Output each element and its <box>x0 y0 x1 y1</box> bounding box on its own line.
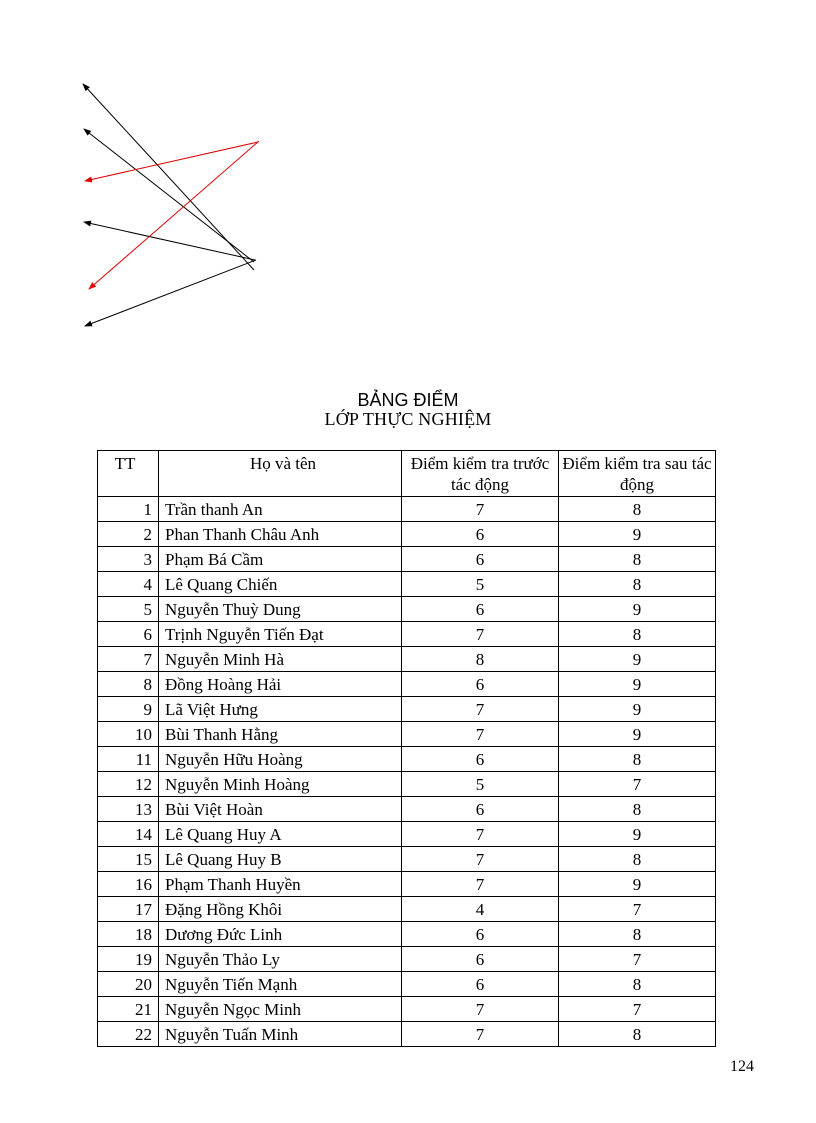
cell-pre-score: 7 <box>402 497 559 522</box>
table-row <box>98 572 716 597</box>
cell-pre-score: 7 <box>402 872 559 897</box>
cell-pre-score: 6 <box>402 747 559 772</box>
table-row <box>98 872 716 897</box>
cell-post-score: 9 <box>559 597 716 622</box>
table-row <box>98 622 716 647</box>
cell-post-score: 8 <box>559 747 716 772</box>
table-row <box>98 697 716 722</box>
header-pre-score: Điểm kiểm tra trước tác động <box>402 451 559 497</box>
cell-name: Phạm Thanh Huyền <box>159 872 402 897</box>
table-row <box>98 922 716 947</box>
cell-pre-score: 7 <box>402 722 559 747</box>
cell-name: Bùi Thanh Hằng <box>159 722 402 747</box>
cell-tt: 9 <box>98 697 159 722</box>
header-tt: TT <box>98 451 159 497</box>
cell-pre-score: 7 <box>402 1022 559 1047</box>
cell-post-score: 7 <box>559 947 716 972</box>
cell-name: Lê Quang Huy A <box>159 822 402 847</box>
cell-tt: 12 <box>98 772 159 797</box>
cell-name: Nguyễn Tuấn Minh <box>159 1022 402 1047</box>
cell-post-score: 8 <box>559 797 716 822</box>
table-subtitle: LỚP THỰC NGHIỆM <box>324 409 492 429</box>
cell-name: Nguyễn Ngọc Minh <box>159 997 402 1022</box>
table-header-row <box>98 451 716 497</box>
cell-pre-score: 7 <box>402 997 559 1022</box>
cell-post-score: 9 <box>559 672 716 697</box>
cell-tt: 17 <box>98 897 159 922</box>
cell-tt: 11 <box>98 747 159 772</box>
cell-pre-score: 6 <box>402 972 559 997</box>
cell-pre-score: 7 <box>402 847 559 872</box>
cell-name: Lê Quang Huy B <box>159 847 402 872</box>
cell-tt: 22 <box>98 1022 159 1047</box>
cell-pre-score: 6 <box>402 922 559 947</box>
cell-name: Nguyễn Thảo Ly <box>159 947 402 972</box>
cell-post-score: 7 <box>559 897 716 922</box>
cell-tt: 6 <box>98 622 159 647</box>
table-row <box>98 972 716 997</box>
page-number: 124 <box>730 1058 754 1075</box>
header-name: Họ và tên <box>159 451 402 497</box>
cell-name: Đặng Hồng Khôi <box>159 897 402 922</box>
cell-tt: 5 <box>98 597 159 622</box>
cell-pre-score: 5 <box>402 572 559 597</box>
cell-tt: 19 <box>98 947 159 972</box>
cell-tt: 8 <box>98 672 159 697</box>
arrow-line <box>84 222 255 260</box>
cell-tt: 13 <box>98 797 159 822</box>
table-row <box>98 997 716 1022</box>
cell-pre-score: 7 <box>402 622 559 647</box>
cell-post-score: 8 <box>559 622 716 647</box>
cell-tt: 7 <box>98 647 159 672</box>
cell-name: Dương Đức Linh <box>159 922 402 947</box>
cell-name: Trịnh Nguyễn Tiến Đạt <box>159 622 402 647</box>
cell-post-score: 9 <box>559 822 716 847</box>
cell-pre-score: 6 <box>402 797 559 822</box>
cell-tt: 21 <box>98 997 159 1022</box>
cell-post-score: 8 <box>559 572 716 597</box>
cell-name: Phạm Bá Cầm <box>159 547 402 572</box>
cell-pre-score: 6 <box>402 597 559 622</box>
cell-pre-score: 5 <box>402 772 559 797</box>
table-title: BẢNG ĐIỂM <box>357 390 459 410</box>
cell-post-score: 8 <box>559 922 716 947</box>
cell-post-score: 9 <box>559 722 716 747</box>
cell-name: Bùi Việt Hoàn <box>159 797 402 822</box>
table-row <box>98 722 716 747</box>
cell-tt: 2 <box>98 522 159 547</box>
cell-post-score: 8 <box>559 547 716 572</box>
cell-pre-score: 6 <box>402 672 559 697</box>
cell-tt: 15 <box>98 847 159 872</box>
cell-pre-score: 4 <box>402 897 559 922</box>
cell-post-score: 8 <box>559 497 716 522</box>
cell-pre-score: 6 <box>402 547 559 572</box>
cell-name: Phan Thanh Châu Anh <box>159 522 402 547</box>
table-row <box>98 597 716 622</box>
arrow-line-red <box>85 142 258 181</box>
arrow-line-red <box>89 141 259 289</box>
cell-tt: 10 <box>98 722 159 747</box>
cell-tt: 3 <box>98 547 159 572</box>
table-row <box>98 497 716 522</box>
cell-pre-score: 8 <box>402 647 559 672</box>
cell-post-score: 9 <box>559 522 716 547</box>
table-row <box>98 947 716 972</box>
cell-post-score: 9 <box>559 647 716 672</box>
table-row <box>98 647 716 672</box>
cell-name: Nguyễn Minh Hoàng <box>159 772 402 797</box>
cell-tt: 1 <box>98 497 159 522</box>
table-row <box>98 797 716 822</box>
cell-post-score: 8 <box>559 972 716 997</box>
cell-name: Nguyễn Minh Hà <box>159 647 402 672</box>
table-row <box>98 772 716 797</box>
cell-tt: 16 <box>98 872 159 897</box>
table-row <box>98 1022 716 1047</box>
table-row <box>98 747 716 772</box>
table-row <box>98 897 716 922</box>
cell-post-score: 9 <box>559 872 716 897</box>
cell-tt: 4 <box>98 572 159 597</box>
table-row <box>98 822 716 847</box>
cell-post-score: 8 <box>559 1022 716 1047</box>
arrow-diagram <box>70 70 280 340</box>
table-row <box>98 547 716 572</box>
cell-post-score: 7 <box>559 997 716 1022</box>
table-row <box>98 522 716 547</box>
cell-name: Nguyễn Tiến Mạnh <box>159 972 402 997</box>
cell-tt: 14 <box>98 822 159 847</box>
cell-name: Lã Việt Hưng <box>159 697 402 722</box>
cell-pre-score: 7 <box>402 822 559 847</box>
table-row <box>98 847 716 872</box>
cell-tt: 20 <box>98 972 159 997</box>
cell-name: Trần thanh An <box>159 497 402 522</box>
cell-pre-score: 7 <box>402 697 559 722</box>
cell-post-score: 8 <box>559 847 716 872</box>
cell-tt: 18 <box>98 922 159 947</box>
cell-name: Nguyễn Thuỳ Dung <box>159 597 402 622</box>
cell-post-score: 7 <box>559 772 716 797</box>
cell-post-score: 9 <box>559 697 716 722</box>
table-row <box>98 672 716 697</box>
cell-pre-score: 6 <box>402 947 559 972</box>
score-table <box>97 450 716 1047</box>
header-post-score: Điểm kiểm tra sau tác động <box>559 451 716 497</box>
cell-pre-score: 6 <box>402 522 559 547</box>
cell-name: Nguyễn Hữu Hoàng <box>159 747 402 772</box>
cell-name: Lê Quang Chiến <box>159 572 402 597</box>
cell-name: Đồng Hoàng Hải <box>159 672 402 697</box>
